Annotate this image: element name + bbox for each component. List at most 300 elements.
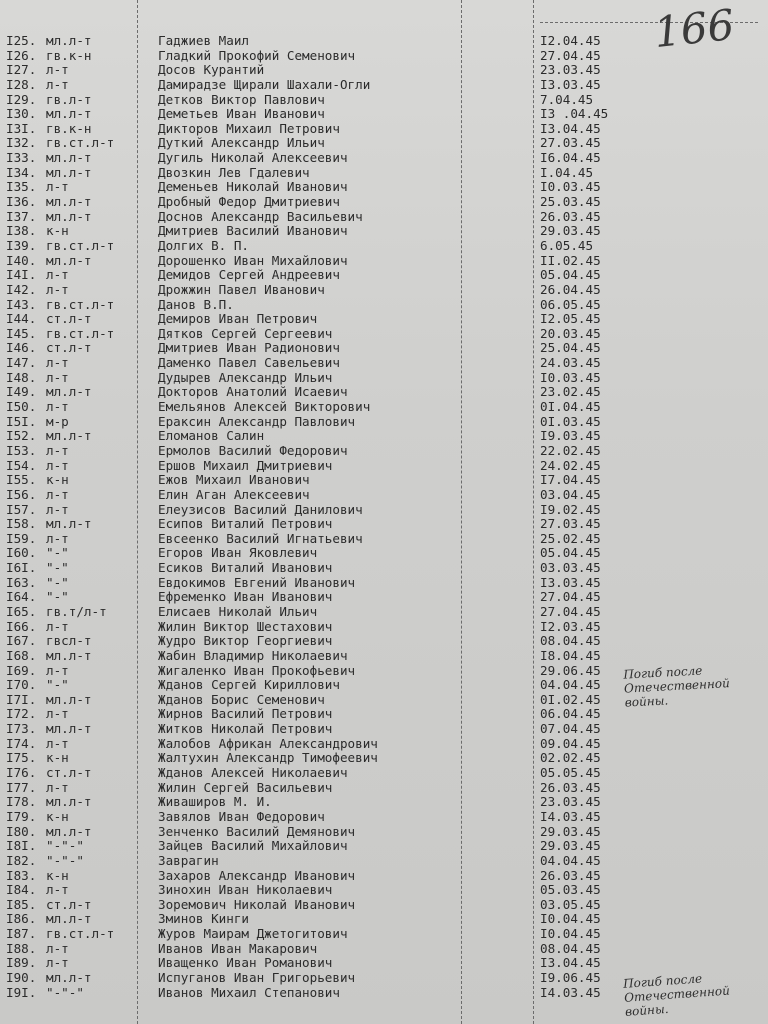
- row-date: 27.03.45: [540, 516, 601, 532]
- list-row: [0, 122, 768, 137]
- row-date: 27.04.45: [540, 47, 601, 63]
- row-rank: к-н: [46, 223, 69, 239]
- row-rank: м-р: [46, 413, 69, 429]
- row-number: I88.: [6, 940, 37, 956]
- row-number: I50.: [6, 399, 37, 415]
- row-date: I9.06.45: [540, 970, 601, 985]
- row-rank: мл.л-т: [46, 106, 92, 122]
- list-row: [0, 195, 768, 210]
- row-date: 07.04.45: [540, 721, 601, 737]
- row-rank: л-т: [46, 735, 69, 751]
- list-row: [0, 810, 768, 825]
- list-row: [0, 283, 768, 298]
- row-rank: гв.к-н: [46, 120, 92, 136]
- row-date: I2.03.45: [540, 618, 601, 634]
- row-name: Дикторов Михаил Петрович: [158, 120, 340, 136]
- row-name: Данов В.П.: [158, 296, 234, 312]
- row-number: I25.: [6, 33, 37, 48]
- row-name: Гаджиев Маил: [158, 33, 249, 48]
- row-number: I90.: [6, 970, 37, 985]
- row-name: Иващенко Иван Романович: [158, 955, 333, 971]
- row-rank: л-т: [46, 267, 69, 283]
- row-name: Елеузисов Василий Данилович: [158, 501, 363, 517]
- list-row: [0, 93, 768, 108]
- row-date: 04.04.45: [540, 677, 601, 693]
- row-rank: л-т: [46, 76, 69, 92]
- row-rank: л-т: [46, 706, 69, 722]
- row-date: I.04.45: [540, 164, 594, 180]
- list-row: [0, 415, 768, 430]
- row-date: 02.02.45: [540, 750, 601, 766]
- row-number: I46.: [6, 340, 37, 356]
- row-name: Егоров Иван Яковлевич: [158, 545, 318, 561]
- row-name: Заврагин: [158, 852, 219, 868]
- row-rank: "-": [46, 589, 69, 605]
- row-name: Дамирадзе Щирали Шахали-Огли: [158, 76, 371, 92]
- list-row: [0, 912, 768, 927]
- row-name: Деметьев Иван Иванович: [158, 106, 325, 122]
- row-name: Гладкий Прокофий Семенович: [158, 47, 356, 63]
- row-rank: мл.л-т: [46, 252, 92, 268]
- row-name: Жабин Владимир Николаевич: [158, 647, 348, 663]
- row-date: 08.04.45: [540, 633, 601, 649]
- row-number: I65.: [6, 603, 37, 619]
- row-name: Ераксин Александр Павлович: [158, 413, 356, 429]
- row-date: 20.03.45: [540, 325, 601, 341]
- row-name: Дробный Федор Дмитриевич: [158, 194, 340, 210]
- row-date: I3.04.45: [540, 120, 601, 136]
- row-number: I42.: [6, 281, 37, 297]
- row-number: I73.: [6, 721, 37, 737]
- row-rank: ст.л-т: [46, 340, 92, 356]
- row-name: Жилин Виктор Шестахович: [158, 618, 333, 634]
- row-number: I37.: [6, 208, 37, 224]
- list-row: [0, 561, 768, 576]
- row-date: 26.03.45: [540, 779, 601, 795]
- row-number: I48.: [6, 369, 37, 385]
- row-date: 03.03.45: [540, 560, 601, 576]
- row-date: 25.02.45: [540, 530, 601, 546]
- row-number: I78.: [6, 794, 37, 810]
- row-name: Зинохин Иван Николаевич: [158, 882, 333, 898]
- row-name: Захаров Александр Иванович: [158, 867, 356, 883]
- row-date: 24.02.45: [540, 457, 601, 473]
- row-rank: л-т: [46, 618, 69, 634]
- handwritten-page-number: 166: [651, 0, 737, 58]
- row-rank: мл.л-т: [46, 911, 92, 927]
- row-name: Есиков Виталий Иванович: [158, 560, 333, 576]
- row-rank: л-т: [46, 62, 69, 78]
- list-row: [0, 239, 768, 254]
- row-number: I69.: [6, 662, 37, 678]
- list-row: [0, 942, 768, 957]
- list-row: [0, 356, 768, 371]
- list-row: [0, 620, 768, 635]
- row-date: I0.03.45: [540, 369, 601, 385]
- row-name: Живаширов М. И.: [158, 794, 272, 810]
- row-rank: гв.ст.л-т: [46, 135, 115, 151]
- list-row: [0, 927, 768, 942]
- row-number: I3I.: [6, 120, 37, 136]
- row-name: Евсеенко Василий Игнатьевич: [158, 530, 363, 546]
- row-name: Доснов Александр Васильевич: [158, 208, 363, 224]
- row-number: I66.: [6, 618, 37, 634]
- row-date: 29.03.45: [540, 223, 601, 239]
- row-number: I76.: [6, 765, 37, 781]
- row-name: Житков Николай Петрович: [158, 721, 333, 737]
- row-rank: мл.л-т: [46, 970, 92, 985]
- list-row: [0, 444, 768, 459]
- list-row: [0, 429, 768, 444]
- row-rank: мл.л-т: [46, 150, 92, 166]
- row-number: I67.: [6, 633, 37, 649]
- list-row: [0, 854, 768, 869]
- row-date: 0I.03.45: [540, 413, 601, 429]
- row-number: I82.: [6, 852, 37, 868]
- row-number: I60.: [6, 545, 37, 561]
- row-name: Дорошенко Иван Михайлович: [158, 252, 348, 268]
- row-date: 27.03.45: [540, 135, 601, 151]
- row-number: I27.: [6, 62, 37, 78]
- row-number: I53.: [6, 442, 37, 458]
- row-name: Деменьев Николай Иванович: [158, 179, 348, 195]
- list-row: [0, 869, 768, 884]
- row-name: Елисаев Николай Ильич: [158, 603, 318, 619]
- row-name: Зенченко Василий Демянович: [158, 823, 356, 839]
- row-number: I86.: [6, 911, 37, 927]
- row-rank: "-": [46, 677, 69, 693]
- list-row: [0, 151, 768, 166]
- list-row: [0, 532, 768, 547]
- row-number: I36.: [6, 194, 37, 210]
- list-row: [0, 312, 768, 327]
- row-date: I3.03.45: [540, 76, 601, 92]
- row-date: 25.03.45: [540, 194, 601, 210]
- row-date: I3.04.45: [540, 955, 601, 971]
- list-row: [0, 385, 768, 400]
- row-number: I44.: [6, 311, 37, 327]
- row-date: 08.04.45: [540, 940, 601, 956]
- row-rank: мл.л-т: [46, 164, 92, 180]
- row-date: 05.04.45: [540, 545, 601, 561]
- row-date: I8.04.45: [540, 647, 601, 663]
- row-number: I59.: [6, 530, 37, 546]
- list-row: [0, 605, 768, 620]
- handwritten-note-1: Погиб после Отечественной войны.: [622, 663, 731, 710]
- row-name: Докторов Анатолий Исаевич: [158, 384, 348, 400]
- row-rank: ст.л-т: [46, 896, 92, 912]
- list-row: [0, 898, 768, 913]
- row-rank: мл.л-т: [46, 208, 92, 224]
- row-date: II.02.45: [540, 252, 601, 268]
- row-date: 04.04.45: [540, 852, 601, 868]
- row-rank: гв.ст.л-т: [46, 237, 115, 253]
- row-rank: "-": [46, 574, 69, 590]
- row-date: I4.03.45: [540, 808, 601, 824]
- row-rank: л-т: [46, 662, 69, 678]
- row-rank: гв.к-н: [46, 47, 92, 63]
- row-date: I4.03.45: [540, 984, 601, 1000]
- row-number: I89.: [6, 955, 37, 971]
- list-row: [0, 341, 768, 356]
- row-number: I85.: [6, 896, 37, 912]
- list-row: [0, 34, 768, 49]
- row-number: I34.: [6, 164, 37, 180]
- list-row: [0, 49, 768, 64]
- row-date: 23.03.45: [540, 62, 601, 78]
- list-row: [0, 825, 768, 840]
- row-number: I77.: [6, 779, 37, 795]
- row-rank: мл.л-т: [46, 721, 92, 737]
- row-date: 23.02.45: [540, 384, 601, 400]
- row-date: 05.05.45: [540, 765, 601, 781]
- list-row: [0, 180, 768, 195]
- row-number: I28.: [6, 76, 37, 92]
- row-number: I30.: [6, 106, 37, 122]
- row-number: I49.: [6, 384, 37, 400]
- row-date: I0.03.45: [540, 179, 601, 195]
- row-date: 03.04.45: [540, 486, 601, 502]
- row-number: I39.: [6, 237, 37, 253]
- row-name: Иванов Михаил Степанович: [158, 984, 340, 1000]
- row-date: 03.05.45: [540, 896, 601, 912]
- row-date: 26.03.45: [540, 208, 601, 224]
- row-date: I0.04.45: [540, 926, 601, 942]
- row-rank: "-": [46, 560, 69, 576]
- list-row: [0, 649, 768, 664]
- row-name: Зоремович Николай Иванович: [158, 896, 356, 912]
- row-name: Дмитриев Иван Радионович: [158, 340, 340, 356]
- row-rank: к-н: [46, 472, 69, 488]
- row-number: I45.: [6, 325, 37, 341]
- row-date: 09.04.45: [540, 735, 601, 751]
- list-row: [0, 751, 768, 766]
- row-rank: гвсл-т: [46, 633, 92, 649]
- row-rank: л-т: [46, 530, 69, 546]
- row-number: I54.: [6, 457, 37, 473]
- row-name: Журов Маирам Джетогитович: [158, 926, 348, 942]
- row-name: Долгих В. П.: [158, 237, 249, 253]
- row-date: 29.03.45: [540, 838, 601, 854]
- row-rank: к-н: [46, 867, 69, 883]
- row-number: I8I.: [6, 838, 37, 854]
- row-name: Испуганов Иван Григорьевич: [158, 970, 356, 985]
- row-rank: л-т: [46, 955, 69, 971]
- list-row: [0, 166, 768, 181]
- row-rank: мл.л-т: [46, 647, 92, 663]
- row-number: I79.: [6, 808, 37, 824]
- list-row: [0, 371, 768, 386]
- row-date: 23.03.45: [540, 794, 601, 810]
- row-rank: л-т: [46, 779, 69, 795]
- row-name: Жигаленко Иван Прокофьевич: [158, 662, 356, 678]
- row-rank: гв.т/л-т: [46, 603, 107, 619]
- list-row: [0, 781, 768, 796]
- row-number: I29.: [6, 91, 37, 107]
- row-name: Жудро Виктор Георгиевич: [158, 633, 333, 649]
- row-number: I75.: [6, 750, 37, 766]
- list-row: [0, 224, 768, 239]
- row-rank: ст.л-т: [46, 311, 92, 327]
- row-number: I33.: [6, 150, 37, 166]
- row-name: Дудырев Александр Ильич: [158, 369, 333, 385]
- list-row: [0, 517, 768, 532]
- row-name: Даменко Павел Савельевич: [158, 355, 340, 371]
- row-number: I32.: [6, 135, 37, 151]
- list-row: [0, 576, 768, 591]
- list-row: [0, 883, 768, 898]
- row-date: 06.04.45: [540, 706, 601, 722]
- row-name: Дмитриев Василий Иванович: [158, 223, 348, 239]
- row-rank: мл.л-т: [46, 691, 92, 707]
- row-date: 24.03.45: [540, 355, 601, 371]
- row-number: I40.: [6, 252, 37, 268]
- list-row: [0, 722, 768, 737]
- row-date: I6.04.45: [540, 150, 601, 166]
- row-name: Демиров Иван Петрович: [158, 311, 318, 327]
- row-number: I38.: [6, 223, 37, 239]
- list-row: [0, 634, 768, 649]
- row-name: Досов Курантий: [158, 62, 265, 78]
- row-date: I2.05.45: [540, 311, 601, 327]
- row-rank: "-": [46, 545, 69, 561]
- list-row: [0, 737, 768, 752]
- row-date: 0I.04.45: [540, 399, 601, 415]
- row-rank: мл.л-т: [46, 516, 92, 532]
- row-rank: л-т: [46, 457, 69, 473]
- row-rank: л-т: [46, 179, 69, 195]
- row-rank: л-т: [46, 369, 69, 385]
- row-date: I3 .04.45: [540, 106, 609, 122]
- row-number: I64.: [6, 589, 37, 605]
- row-name: Иванов Иван Макарович: [158, 940, 318, 956]
- row-date: 26.04.45: [540, 281, 601, 297]
- row-name: Жалтухин Александр Тимофеевич: [158, 750, 378, 766]
- row-name: Жданов Борис Семенович: [158, 691, 325, 707]
- row-number: I72.: [6, 706, 37, 722]
- row-rank: "-"-": [46, 852, 84, 868]
- row-rank: мл.л-т: [46, 823, 92, 839]
- row-number: I4I.: [6, 267, 37, 283]
- row-name: Евдокимов Евгений Иванович: [158, 574, 356, 590]
- list-row: [0, 590, 768, 605]
- list-row: [0, 327, 768, 342]
- row-number: I26.: [6, 47, 37, 63]
- row-date: 05.03.45: [540, 882, 601, 898]
- row-rank: "-"-": [46, 838, 84, 854]
- list-row: [0, 268, 768, 283]
- row-rank: л-т: [46, 940, 69, 956]
- row-rank: л-т: [46, 399, 69, 415]
- row-name: Ефременко Иван Иванович: [158, 589, 333, 605]
- row-number: I52.: [6, 428, 37, 444]
- row-name: Демидов Сергей Андреевич: [158, 267, 340, 283]
- list-row: [0, 839, 768, 854]
- row-name: Жилин Сергей Васильевич: [158, 779, 333, 795]
- row-number: I84.: [6, 882, 37, 898]
- row-number: I58.: [6, 516, 37, 532]
- row-date: 26.03.45: [540, 867, 601, 883]
- row-name: Еломанов Салин: [158, 428, 265, 444]
- list-row: [0, 473, 768, 488]
- list-row: [0, 488, 768, 503]
- row-rank: к-н: [46, 808, 69, 824]
- list-row: [0, 136, 768, 151]
- row-number: I5I.: [6, 413, 37, 429]
- row-number: I83.: [6, 867, 37, 883]
- row-rank: л-т: [46, 501, 69, 517]
- casualty-list: [0, 34, 768, 1000]
- row-rank: мл.л-т: [46, 33, 92, 48]
- row-name: Дрожжин Павел Иванович: [158, 281, 325, 297]
- row-rank: гв.ст.л-т: [46, 325, 115, 341]
- list-row: [0, 956, 768, 971]
- list-row: [0, 459, 768, 474]
- row-name: Двозкин Лев Гдалевич: [158, 164, 310, 180]
- row-number: I56.: [6, 486, 37, 502]
- row-rank: "-"-": [46, 984, 84, 1000]
- row-name: Детков Виктор Павлович: [158, 91, 325, 107]
- row-date: I9.03.45: [540, 428, 601, 444]
- row-name: Дуткий Александр Ильич: [158, 135, 325, 151]
- list-row: [0, 210, 768, 225]
- list-row: [0, 78, 768, 93]
- row-name: Ершов Михаил Дмитриевич: [158, 457, 333, 473]
- row-rank: к-н: [46, 750, 69, 766]
- row-rank: л-т: [46, 486, 69, 502]
- list-row: [0, 400, 768, 415]
- row-name: Емельянов Алексей Викторович: [158, 399, 371, 415]
- row-number: I55.: [6, 472, 37, 488]
- row-date: 27.04.45: [540, 589, 601, 605]
- row-name: Ермолов Василий Федорович: [158, 442, 348, 458]
- row-rank: ст.л-т: [46, 765, 92, 781]
- row-date: I0.04.45: [540, 911, 601, 927]
- row-number: I9I.: [6, 984, 37, 1000]
- row-number: I80.: [6, 823, 37, 839]
- list-row: [0, 795, 768, 810]
- list-row: [0, 298, 768, 313]
- row-number: I70.: [6, 677, 37, 693]
- row-date: 29.03.45: [540, 823, 601, 839]
- row-name: Жалобов Африкан Александрович: [158, 735, 378, 751]
- row-name: Зайцев Василий Михайлович: [158, 838, 348, 854]
- row-rank: л-т: [46, 442, 69, 458]
- row-date: 6.05.45: [540, 237, 594, 253]
- row-date: I3.03.45: [540, 574, 601, 590]
- row-rank: л-т: [46, 281, 69, 297]
- handwritten-note-2: Погиб после Отечественной войны.: [622, 971, 731, 1019]
- row-name: Жирнов Василий Петрович: [158, 706, 333, 722]
- list-row: [0, 107, 768, 122]
- list-row: [0, 503, 768, 518]
- row-number: I74.: [6, 735, 37, 751]
- row-date: 22.02.45: [540, 442, 601, 458]
- row-number: I7I.: [6, 691, 37, 707]
- row-name: Ежов Михаил Иванович: [158, 472, 310, 488]
- row-rank: л-т: [46, 882, 69, 898]
- row-rank: гв.л-т: [46, 91, 92, 107]
- row-date: 7.04.45: [540, 91, 594, 107]
- list-row: [0, 766, 768, 781]
- row-rank: гв.ст.л-т: [46, 926, 115, 942]
- row-rank: мл.л-т: [46, 384, 92, 400]
- list-row: [0, 63, 768, 78]
- row-date: 06.05.45: [540, 296, 601, 312]
- row-date: I7.04.45: [540, 472, 601, 488]
- row-number: I87.: [6, 926, 37, 942]
- row-name: Есипов Виталий Петрович: [158, 516, 333, 532]
